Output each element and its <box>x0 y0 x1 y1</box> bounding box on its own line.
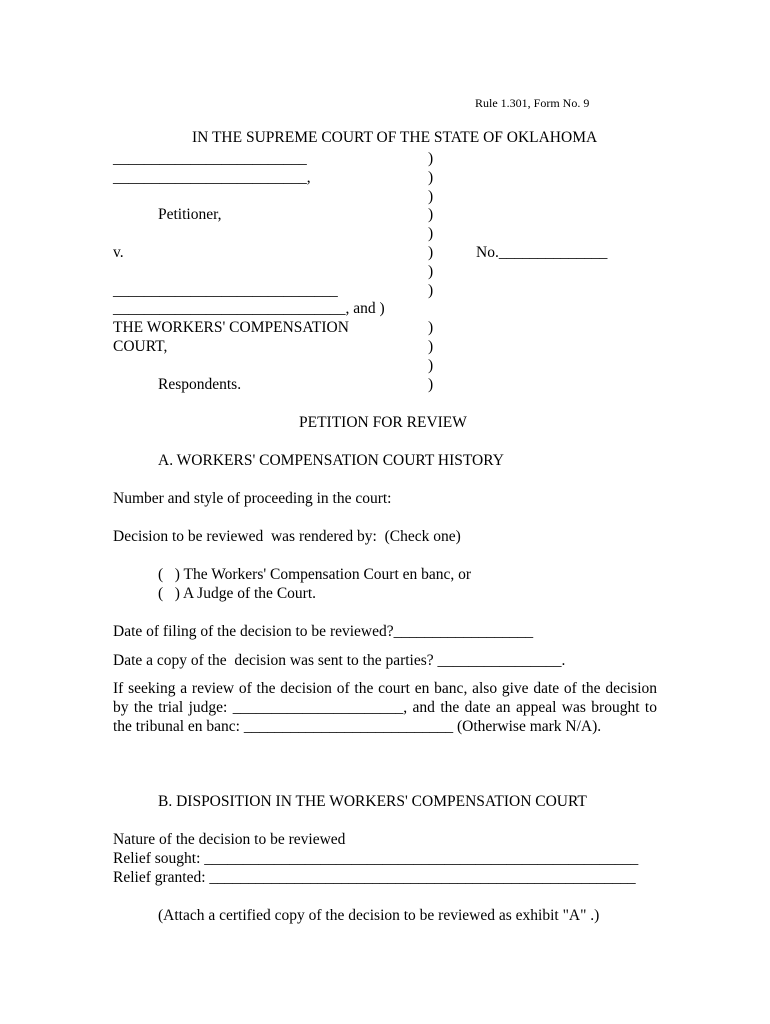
date-copy-sent-field: Date a copy of the decision was sent to the parties? ________________. <box>113 652 566 669</box>
caption-paren: ) <box>428 188 434 205</box>
versus-label: v. <box>113 244 124 261</box>
respondent-court-line-1: THE WORKERS' COMPENSATION <box>113 319 349 336</box>
option-judge: ( ) A Judge of the Court. <box>158 585 316 602</box>
relief-sought-field: Relief sought: ________________________________________________________ <box>113 850 639 867</box>
respondent-court-line-2: COURT, <box>113 338 168 355</box>
decision-by-label: Decision to be reviewed was rendered by: (Check one) <box>113 528 461 545</box>
caption-paren: ) <box>428 376 434 393</box>
section-a-heading: A. WORKERS' COMPENSATION COURT HISTORY <box>158 452 504 469</box>
respondent-name-blank-2: ______________________________, and ) <box>113 300 385 317</box>
court-title: IN THE SUPREME COURT OF THE STATE OF OKLAHOMA <box>192 129 598 146</box>
respondents-label: Respondents. <box>158 376 242 393</box>
form-title: PETITION FOR REVIEW <box>299 414 467 431</box>
caption-paren: ) <box>428 244 434 261</box>
date-of-filing-field: Date of filing of the decision to be reviewed?__________________ <box>113 623 534 640</box>
attach-exhibit-note: (Attach a certified copy of the decision to be reviewed as exhibit "A" .) <box>158 907 600 924</box>
petitioner-label: Petitioner, <box>158 206 222 223</box>
caption-paren: ) <box>428 169 434 186</box>
nature-of-decision-label: Nature of the decision to be reviewed <box>113 831 346 848</box>
respondent-name-blank-1: _____________________________ <box>113 282 338 299</box>
caption-paren: ) <box>428 206 434 223</box>
caption-paren: ) <box>428 263 434 280</box>
option-en-banc: ( ) The Workers' Compensation Court en banc, or <box>158 566 472 583</box>
caption-paren: ) <box>428 225 434 242</box>
petitioner-name-blank-2: _________________________, <box>113 169 311 186</box>
rule-reference: Rule 1.301, Form No. 9 <box>475 96 590 110</box>
section-b-heading: B. DISPOSITION IN THE WORKERS' COMPENSATION COURT <box>158 793 587 810</box>
caption-paren: ) <box>428 338 434 355</box>
petitioner-name-blank-1: _________________________ <box>113 150 307 167</box>
proceeding-label: Number and style of proceeding in the court: <box>113 490 392 507</box>
caption-paren: ) <box>428 319 434 336</box>
caption-paren: ) <box>428 282 434 299</box>
case-number-field: No.______________ <box>476 244 608 261</box>
en-banc-review-paragraph: If seeking a review of the decision of the court en banc, also give date of the decision by the trial judge: ______________________, and the date an appeal was brought to the tribunal en banc: ___________________________ (Otherwise mark N/A). <box>113 680 657 735</box>
caption-paren: ) <box>428 357 434 374</box>
relief-granted-field: Relief granted: _______________________________________________________ <box>113 869 636 886</box>
caption-paren: ) <box>428 150 434 167</box>
